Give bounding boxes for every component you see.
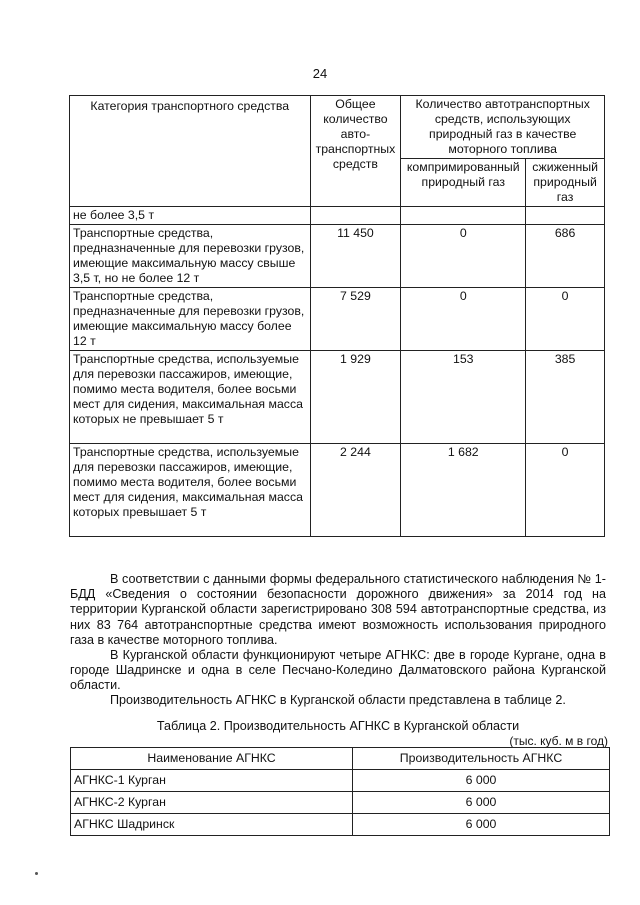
row-category: не более 3,5 т bbox=[70, 207, 311, 225]
vehicle-table-header-row bbox=[70, 96, 605, 159]
row-total bbox=[310, 207, 401, 225]
row-category: Транспортные средства, используемые для перевозки пассажиров, имеющие, помимо места водителя, более восьми мест для сидения, максимальная масса которых превышает 5 т bbox=[70, 444, 311, 537]
row-cng: 1 682 bbox=[401, 444, 526, 537]
table-row bbox=[70, 444, 605, 537]
table-row bbox=[70, 351, 605, 444]
paragraph-table-reference: Производительность АГНКС в Курганской области представлена в таблице 2. bbox=[110, 693, 566, 707]
row-category: Транспортные средства, предназначенные для перевозки грузов, имеющие максимальную массу свыше 3,5 т, но не более 12 т bbox=[70, 225, 311, 288]
station-name: АГНКС Шадринск bbox=[71, 814, 353, 836]
row-category: Транспортные средства, предназначенные для перевозки грузов, имеющие максимальную массу более 12 т bbox=[70, 288, 311, 351]
table2-caption: Таблица 2. Производительность АГНКС в Курганской области bbox=[156, 719, 520, 733]
row-category: Транспортные средства, используемые для перевозки пассажиров, имеющие, помимо места водителя, более восьми мест для сидения, максимальная масса которых не превышает 5 т bbox=[70, 351, 311, 444]
row-total: 1 929 bbox=[310, 351, 401, 444]
header-total: Общее количество авто-транспортных средств bbox=[310, 96, 401, 207]
header-cng: компримированный природный газ bbox=[401, 159, 526, 207]
table-row bbox=[71, 814, 610, 836]
table-row bbox=[71, 792, 610, 814]
paragraph-agnks-count: В Курганской области функционируют четыре АГНКС: две в городе Кургане, одна в городе Шадринске и одна в селе Песчано-Коледино Далматовского района Курганской области. bbox=[70, 648, 606, 693]
row-lng: 385 bbox=[526, 351, 605, 444]
station-capacity: 6 000 bbox=[353, 814, 610, 836]
table-row bbox=[70, 225, 605, 288]
row-cng: 0 bbox=[401, 288, 526, 351]
header-lng: сжиженный природный газ bbox=[526, 159, 605, 207]
station-capacity: 6 000 bbox=[353, 792, 610, 814]
row-total: 2 244 bbox=[310, 444, 401, 537]
header-gas-group: Количество автотранспортных средств, использующих природный газ в качестве моторного топлива bbox=[401, 96, 605, 159]
row-cng: 0 bbox=[401, 225, 526, 288]
row-lng: 686 bbox=[526, 225, 605, 288]
station-name: АГНКС-2 Курган bbox=[71, 792, 353, 814]
page-number: 24 bbox=[312, 66, 328, 81]
table-row bbox=[70, 207, 605, 225]
table-row bbox=[70, 288, 605, 351]
row-cng bbox=[401, 207, 526, 225]
station-capacity: 6 000 bbox=[353, 770, 610, 792]
row-total: 11 450 bbox=[310, 225, 401, 288]
row-lng: 0 bbox=[526, 288, 605, 351]
paragraph-registration-stats: В соответствии с данными формы федерального статистического наблюдения № 1-БДД «Сведения о состоянии безопасности дорожного движения» за 2014 год на территории Курганской области зарегистрировано 308 594 автотранспортные средства, из них 83 764 автотранспортные средства имеют возможность использования природного газа в качестве моторного топлива. bbox=[70, 572, 606, 647]
agnks-table-header-row bbox=[71, 748, 610, 770]
table2-unit: (тыс. куб. м в год) bbox=[509, 734, 608, 748]
row-cng: 153 bbox=[401, 351, 526, 444]
vehicle-table bbox=[69, 95, 605, 537]
agnks-table bbox=[70, 747, 610, 836]
header-capacity: Производительность АГНКС bbox=[353, 748, 610, 770]
scan-speck bbox=[35, 872, 38, 875]
station-name: АГНКС-1 Курган bbox=[71, 770, 353, 792]
row-total: 7 529 bbox=[310, 288, 401, 351]
row-lng bbox=[526, 207, 605, 225]
table-row bbox=[71, 770, 610, 792]
header-station-name: Наименование АГНКС bbox=[71, 748, 353, 770]
header-category: Категория транспортного средства bbox=[70, 96, 311, 207]
row-lng: 0 bbox=[526, 444, 605, 537]
